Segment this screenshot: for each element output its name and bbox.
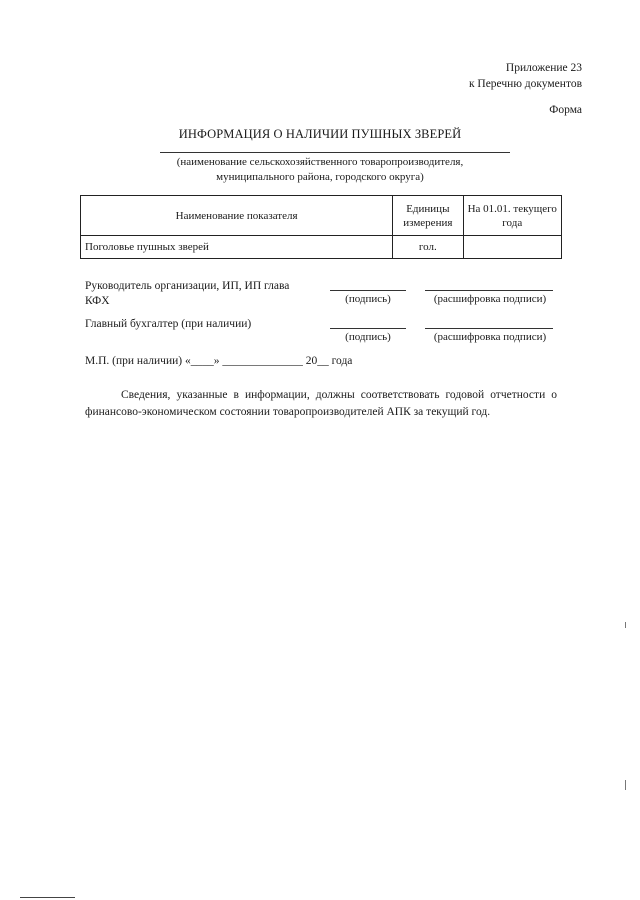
edge-mark [625, 780, 626, 790]
indicators-table [80, 195, 562, 259]
document-title: ИНФОРМАЦИЯ О НАЛИЧИИ ПУШНЫХ ЗВЕРЕЙ [178, 127, 462, 141]
head-signature-label [85, 279, 289, 309]
column-header-date: На 01.01. текущего года [463, 196, 562, 236]
cell-indicator: Поголовье пушных зверей [81, 236, 393, 259]
edge-mark [625, 622, 626, 628]
accountant-signature-caption: (подпись) [345, 331, 391, 343]
table-header-row [81, 196, 562, 236]
producer-caption [0, 155, 640, 185]
accountant-signature-label: Главный бухгалтер (при наличии) [85, 318, 252, 330]
producer-caption-line-2: муниципального района, городского округа) [216, 171, 424, 183]
accountant-signature-line[interactable] [330, 328, 406, 329]
head-signature-caption: (подпись) [345, 293, 391, 305]
accountant-decoding-line[interactable] [425, 328, 553, 329]
stamp-date-line[interactable]: М.П. (при наличии) «____» ______________ 20__ года [85, 355, 353, 367]
footer-rule [20, 897, 75, 898]
note-paragraph: Сведения, указанные в информации, должны соответствовать годовой отчетности о финансово-экономическом состоянии товаропроизводителей АПК за текущий год. [85, 389, 557, 418]
accountant-decoding-caption: (расшифровка подписи) [433, 331, 547, 343]
form-label: Форма [549, 104, 582, 116]
appendix-reference: к Перечню документов [468, 78, 582, 90]
appendix-header [469, 60, 582, 92]
head-decoding-line[interactable] [425, 290, 553, 291]
cell-value[interactable] [463, 236, 562, 259]
head-label-line-1: Руководитель организации, ИП, ИП глава [85, 280, 290, 292]
head-label-line-2: КФХ [85, 295, 110, 307]
column-header-indicator: Наименование показателя [81, 196, 393, 236]
producer-caption-line-1: (наименование сельскохозяйственного товаропроизводителя, [176, 156, 464, 168]
table-row [81, 236, 562, 259]
cell-unit: гол. [393, 236, 463, 259]
head-decoding-caption: (расшифровка подписи) [433, 293, 547, 305]
producer-name-line[interactable] [160, 152, 510, 153]
appendix-number: Приложение 23 [505, 62, 582, 74]
head-signature-line[interactable] [330, 290, 406, 291]
column-header-unit: Единицы измерения [393, 196, 463, 236]
